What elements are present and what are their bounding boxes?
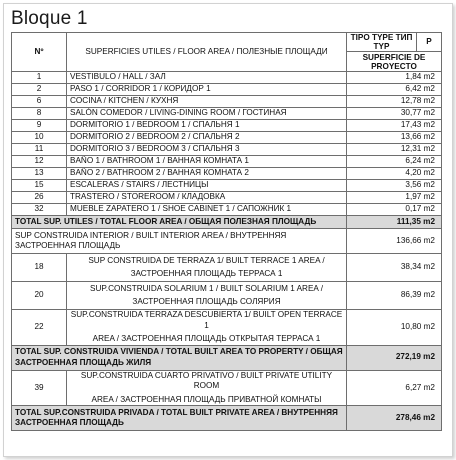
room-name: TRASTERO / STOREROOM / КЛАДОВКА bbox=[67, 192, 347, 204]
room-number: 12 bbox=[12, 156, 67, 168]
room-area: 12,31 m2 bbox=[347, 144, 442, 156]
room-area: 17,43 m2 bbox=[347, 120, 442, 132]
room-name: DORMITORIO 1 / BEDROOM 1 / СПАЛЬНЯ 1 bbox=[67, 120, 347, 132]
room-name-line-2: ЗАСТРОЕННАЯ ПЛОЩАДЬ ТЕРРАСА 1 bbox=[130, 269, 283, 278]
room-area: 13,66 m2 bbox=[347, 132, 442, 144]
room-name-line-2: AREA / ЗАСТРОЕННАЯ ПЛОЩАДЬ ПРИВАТНОЙ КОМНАТЫ bbox=[91, 394, 322, 404]
room-name: BAÑO 2 / BATHROOM 2 / ВАННАЯ КОМНАТА 2 bbox=[67, 168, 347, 180]
total-private-row-label: TOTAL SUP.CONSTRUIDA PRIVADA / TOTAL BUILT PRIVATE AREA / ВНУТРЕННЯЯ ЗАСТРОЕННАЯ ПЛОЩАДЬ bbox=[12, 406, 347, 431]
total-useful-row-label: TOTAL SUP. UTILES / TOTAL FLOOR AREA / ОБЩАЯ ПОЛЕЗНАЯ ПЛОЩАДЬ bbox=[12, 216, 347, 229]
room-area: 6,27 m2 bbox=[347, 370, 442, 406]
room-number: 18 bbox=[12, 254, 67, 282]
room-number: 13 bbox=[12, 168, 67, 180]
room-area: 4,20 m2 bbox=[347, 168, 442, 180]
table-row bbox=[12, 72, 442, 84]
room-area: 1,84 m2 bbox=[347, 72, 442, 84]
room-area: 38,34 m2 bbox=[347, 254, 442, 282]
room-number: 8 bbox=[12, 108, 67, 120]
table-row bbox=[12, 168, 442, 180]
room-number: 11 bbox=[12, 144, 67, 156]
table-row bbox=[12, 108, 442, 120]
built-interior-row bbox=[12, 229, 442, 254]
total-dwelling-row bbox=[12, 345, 442, 370]
room-name: ESCALERAS / STAIRS / ЛЕСТНИЦЫ bbox=[67, 180, 347, 192]
room-name-line-1: SUP.CONSTRUIDA TERRAZA DESCUBIERTA 1/ BUILT OPEN TERRACE 1 bbox=[70, 310, 343, 330]
built-area-row bbox=[12, 310, 442, 346]
header-area: SUPERFICIES UTILES / FLOOR AREA / ПОЛЕЗНЫЕ ПЛОЩАДИ bbox=[67, 33, 347, 72]
total-dwelling-row-label: TOTAL SUP. CONSTRUIDA VIVIENDA / TOTAL BUILT AREA TO PROPERTY / ОБЩАЯ ЗАСТРОЕННАЯ ПЛОЩАДЬ ЖИЛЯ bbox=[12, 345, 347, 370]
areas-table bbox=[11, 32, 442, 431]
total-useful-row bbox=[12, 216, 442, 229]
table-row bbox=[12, 180, 442, 192]
table-row bbox=[12, 156, 442, 168]
room-name: COCINA / KITCHEN / КУХНЯ bbox=[67, 96, 347, 108]
built-area-row bbox=[12, 254, 442, 282]
header-type-value: P bbox=[417, 33, 442, 52]
room-area: 12,78 m2 bbox=[347, 96, 442, 108]
built-interior-label: SUP CONSTRUIDA INTERIOR / BUILT INTERIOR AREA / ВНУТРЕННЯЯ ЗАСТРОЕННАЯ ПЛОЩАДЬ bbox=[12, 229, 347, 254]
room-area: 3,56 m2 bbox=[347, 180, 442, 192]
room-name bbox=[67, 310, 347, 346]
room-area: 86,39 m2 bbox=[347, 282, 442, 310]
built-area-row bbox=[12, 282, 442, 310]
room-name: SALÓN COMEDOR / LIVING-DINING ROOM / ГОСТИНАЯ bbox=[67, 108, 347, 120]
header-type: TIPO TYPE ТИП TYP bbox=[347, 33, 417, 52]
built-interior-value: 136,66 m2 bbox=[347, 229, 442, 254]
room-area: 0,17 m2 bbox=[347, 204, 442, 216]
total-private-row bbox=[12, 406, 442, 431]
table-row bbox=[12, 84, 442, 96]
header-number: Nº bbox=[12, 33, 67, 72]
table-row bbox=[12, 96, 442, 108]
room-number: 6 bbox=[12, 96, 67, 108]
table-row bbox=[12, 192, 442, 204]
table-row bbox=[12, 132, 442, 144]
header-project-area: SUPERFICIE DE PROYECTO bbox=[347, 52, 442, 72]
room-area: 1,97 m2 bbox=[347, 192, 442, 204]
room-number: 32 bbox=[12, 204, 67, 216]
room-name: VESTIBULO / HALL / ЗАЛ bbox=[67, 72, 347, 84]
room-number: 9 bbox=[12, 120, 67, 132]
room-number: 1 bbox=[12, 72, 67, 84]
room-name-line-2: AREA / ЗАСТРОЕННАЯ ПЛОЩАДЬ ОТКРЫТАЯ ТЕРРАСА 1 bbox=[92, 334, 321, 343]
room-number: 2 bbox=[12, 84, 67, 96]
header-row bbox=[12, 33, 442, 52]
table-row bbox=[12, 144, 442, 156]
private-room-row bbox=[12, 370, 442, 406]
room-number: 26 bbox=[12, 192, 67, 204]
room-name-line-2: ЗАСТРОЕННАЯ ПЛОЩАДЬ СОЛЯРИЯ bbox=[132, 297, 281, 306]
room-name bbox=[67, 370, 347, 406]
room-name bbox=[67, 254, 347, 282]
total-private-row-value: 278,46 m2 bbox=[347, 406, 442, 431]
block-title: Bloque 1 bbox=[11, 8, 88, 29]
room-name: MUEBLE ZAPATERO 1 / SHOE CABINET 1 / САПОЖНИК 1 bbox=[67, 204, 347, 216]
room-name-line-1: SUP CONSTRUIDA DE TERRAZA 1/ BUILT TERRACE 1 AREA / bbox=[88, 255, 325, 265]
total-useful-row-value: 111,35 m2 bbox=[347, 216, 442, 229]
room-number: 10 bbox=[12, 132, 67, 144]
table-row bbox=[12, 120, 442, 132]
room-name: BAÑO 1 / BATHROOM 1 / ВАННАЯ КОМНАТА 1 bbox=[67, 156, 347, 168]
room-name bbox=[67, 282, 347, 310]
room-number: 15 bbox=[12, 180, 67, 192]
room-number: 39 bbox=[12, 370, 67, 406]
room-name: PASO 1 / CORRIDOR 1 / КОРИДОР 1 bbox=[67, 84, 347, 96]
room-area: 6,42 m2 bbox=[347, 84, 442, 96]
room-number: 22 bbox=[12, 310, 67, 346]
table-row bbox=[12, 204, 442, 216]
total-dwelling-row-value: 272,19 m2 bbox=[347, 345, 442, 370]
room-area: 10,80 m2 bbox=[347, 310, 442, 346]
room-area: 30,77 m2 bbox=[347, 108, 442, 120]
room-name: DORMITORIO 3 / BEDROOM 3 / СПАЛЬНЯ 3 bbox=[67, 144, 347, 156]
room-name-line-1: SUP.CONSTRUIDA SOLARIUM 1 / BUILT SOLARIUM 1 AREA / bbox=[90, 283, 323, 293]
room-area: 6,24 m2 bbox=[347, 156, 442, 168]
room-name-line-1: SUP.CONSTRUIDA CUARTO PRIVATIVO / BUILT PRIVATE UTILITY ROOM bbox=[80, 370, 333, 390]
room-name: DORMITORIO 2 / BEDROOM 2 / СПАЛЬНЯ 2 bbox=[67, 132, 347, 144]
room-number: 20 bbox=[12, 282, 67, 310]
